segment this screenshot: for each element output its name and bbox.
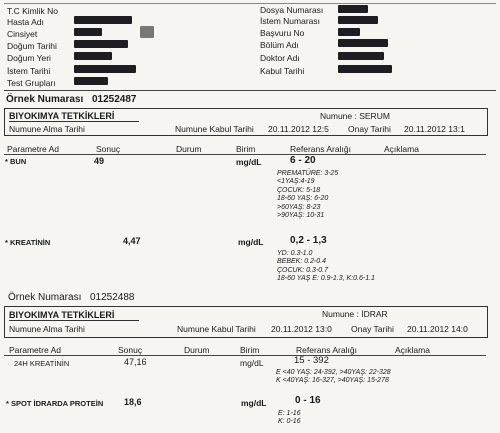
col-unit: Birim	[240, 345, 260, 355]
redaction-bar	[338, 5, 368, 13]
test-result: 18,6	[124, 397, 142, 407]
redaction-bar	[338, 65, 392, 73]
redaction-bar	[74, 16, 132, 24]
field-name-label: Hasta Adı	[7, 17, 44, 27]
redaction-bar	[74, 77, 108, 85]
table-rule	[4, 355, 486, 356]
reference-notes	[277, 170, 338, 220]
sample-type: Numune : İDRAR	[322, 309, 388, 319]
test-reference: 6 - 20	[290, 155, 316, 166]
confirm-date-label: Onay Tarihi	[348, 124, 391, 134]
test-group-title: BIYOKIMYA TETKİKLERİ	[9, 111, 115, 121]
field-department-label: Bölüm Adı	[260, 40, 299, 50]
test-result: 47,16	[124, 357, 147, 367]
redaction-bar	[338, 52, 384, 60]
group-underline	[9, 320, 139, 321]
col-result: Sonuç	[96, 144, 121, 154]
redaction-bar	[74, 52, 112, 60]
field-request-no-label: İstem Numarası	[260, 16, 320, 26]
accept-date: 20.11.2012 13:0	[271, 324, 332, 334]
reference-note: PREMATÜRE: 3-25	[277, 170, 339, 177]
test-result: 4,47	[123, 236, 141, 246]
reference-note: K <40YAŞ: 16-327, >40YAŞ: 15-278	[276, 377, 389, 385]
collect-date-label: Numune Alma Tarihi	[9, 124, 85, 134]
redaction-smudge	[140, 26, 154, 38]
accept-date-label: Numune Kabul Tarihi	[177, 324, 256, 334]
field-test-groups-label: Test Grupları	[7, 78, 56, 88]
col-unit: Birim	[236, 144, 256, 154]
field-request-date-label: İstem Tarihi	[7, 66, 51, 76]
sample-number: 01252488	[90, 292, 135, 303]
col-parameter: Parametre Ad	[9, 345, 61, 355]
sample-number: 01252487	[92, 94, 137, 105]
col-description: Açıklama	[384, 144, 419, 154]
redaction-bar	[338, 28, 360, 36]
test-unit: mg/dL	[238, 237, 264, 247]
test-reference: 0 - 16	[295, 395, 321, 406]
test-name: * SPOT İDRARDA PROTEİN	[6, 399, 104, 408]
test-reference: 0,2 - 1,3	[290, 235, 327, 246]
top-rule	[4, 3, 496, 4]
test-reference: 15 - 392	[294, 355, 329, 366]
reference-notes	[277, 250, 375, 284]
confirm-date: 20.11.2012 14:0	[407, 324, 468, 334]
reference-note: ÇOCUK: 5-18	[277, 186, 321, 194]
group-underline	[9, 121, 139, 122]
redaction-bar	[338, 39, 388, 47]
redaction-bar	[338, 16, 378, 24]
col-description: Açıklama	[395, 345, 430, 355]
confirm-date: 20.11.2012 13:1	[404, 124, 465, 134]
test-unit: mg/dL	[241, 398, 267, 408]
field-gender-label: Cinsiyet	[7, 29, 38, 39]
col-reference: Referans Aralığı	[296, 345, 357, 355]
test-group-title: BIYOKIMYA TETKİKLERİ	[9, 310, 115, 320]
reference-note: 18-60 YAŞ: 6-20	[277, 195, 329, 203]
test-result: 49	[94, 156, 105, 166]
test-name: 24H KREATİNİN	[14, 359, 70, 368]
test-name: * KREATİNİN	[5, 238, 51, 247]
redaction-bar	[74, 40, 128, 48]
accept-date: 20.11.2012 12:5	[268, 124, 329, 134]
field-birthplace-label: Doğum Yeri	[7, 53, 51, 63]
col-result: Sonuç	[118, 345, 143, 355]
collect-date-label: Numune Alma Tarihi	[9, 324, 85, 334]
test-name: * BUN	[5, 157, 27, 166]
reference-note: YD: 0.3-1.0	[277, 250, 313, 257]
col-reference: Referans Aralığı	[290, 144, 351, 154]
field-birthdate-label: Doğum Tarihi	[7, 41, 57, 51]
sample-number-label: Örnek Numarası	[6, 94, 84, 105]
redaction-bar	[74, 28, 102, 36]
field-tc-label: T.C Kimlik No	[7, 6, 59, 16]
reference-notes	[278, 410, 301, 427]
reference-note: K: 0-16	[278, 418, 301, 426]
col-parameter: Parametre Ad	[7, 144, 59, 154]
confirm-date-label: Onay Tarihi	[351, 324, 394, 334]
header-rule	[4, 90, 496, 91]
sample-type: Numune : SERUM	[320, 111, 390, 121]
table-rule	[4, 154, 486, 155]
reference-note: 18-60 YAŞ E: 0.9-1.3, K:0.6-1.1	[277, 275, 375, 283]
reference-note: E <40 YAŞ: 24-392, >40YAŞ: 22-328	[276, 369, 391, 376]
sample-number-label: Örnek Numarası	[8, 292, 82, 303]
field-application-no-label: Başvuru No	[260, 28, 305, 38]
reference-note: E: 1-16	[278, 410, 301, 417]
test-unit: mg/dL	[240, 358, 264, 368]
col-status: Durum	[184, 345, 210, 355]
reference-note: ÇOCUK: 0.3-0.7	[277, 266, 328, 274]
reference-note: >90YAŞ: 10-31	[277, 212, 325, 220]
col-status: Durum	[176, 144, 202, 154]
redaction-bar	[74, 65, 136, 73]
reference-notes	[276, 369, 391, 386]
field-accept-date-label: Kabul Tarihi	[260, 66, 305, 76]
accept-date-label: Numune Kabul Tarihi	[175, 124, 254, 134]
field-doctor-label: Doktor Adı	[260, 53, 300, 63]
reference-note: >60YAŞ: 8-23	[277, 203, 321, 211]
reference-note: BEBEK: 0.2-0.4	[277, 258, 327, 266]
reference-note: <1YAŞ:4-19	[277, 178, 315, 186]
field-file-no-label: Dosya Numarası	[260, 5, 324, 15]
test-unit: mg/dL	[236, 157, 262, 167]
